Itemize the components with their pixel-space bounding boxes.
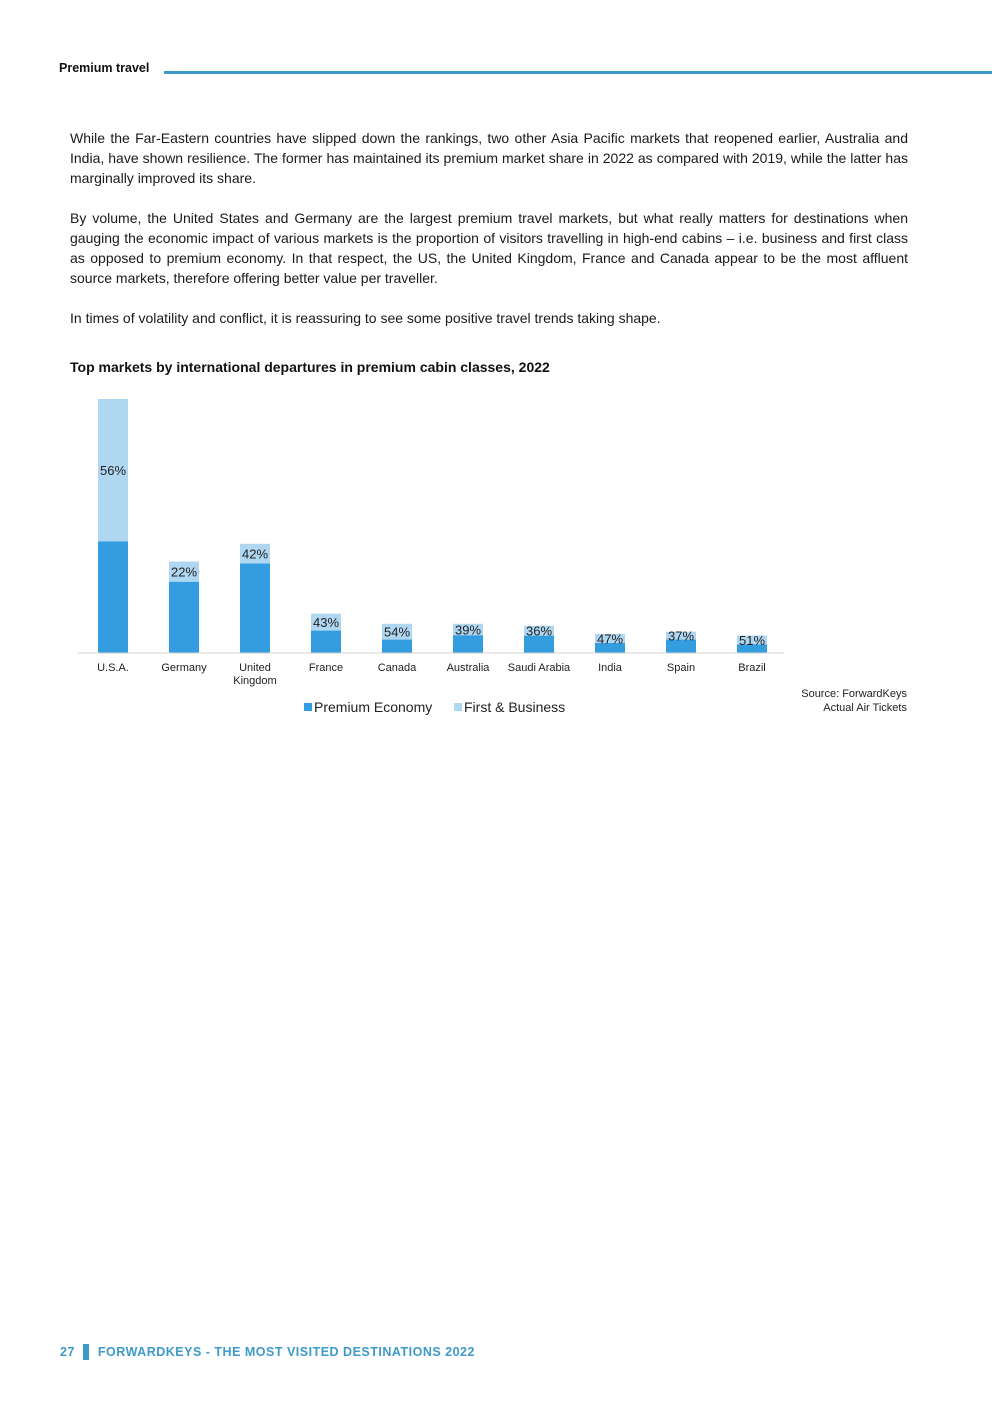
x-tick-label-france: France <box>308 662 344 674</box>
page-footer <box>60 1344 475 1360</box>
data-label-u-s-a: 56% <box>99 463 127 479</box>
page-number: 27 <box>60 1345 75 1359</box>
data-label-india: 47% <box>596 631 624 647</box>
x-tick-label-canada: Canada <box>377 662 417 674</box>
bar-premium-economy-united-kingdom <box>240 563 270 653</box>
x-tick-label-germany: Germany <box>161 662 207 674</box>
bar-premium-economy-germany <box>169 582 199 653</box>
x-tick-label-spain: Spain <box>666 662 696 674</box>
data-label-france: 43% <box>312 615 340 631</box>
paragraph-2: By volume, the United States and Germany are the largest premium travel markets, but what really matters for destinations when gauging the economic impact of various markets is the proportion of visitors travelling in high-end cabins – i.e. business and first class as opposed to premium economy. In that respect, the US, the United Kingdom, France and Canada appear to be the most affluent source markets, therefore offering better value per traveller. <box>70 210 908 286</box>
x-tick-label-united-kingdom-line-2: Kingdom <box>233 675 277 687</box>
source-line-1: Source: ForwardKeys <box>801 688 907 700</box>
legend-label-first-business: First & Business <box>464 699 566 715</box>
legend-swatch-first-business <box>454 703 462 711</box>
section-header: Premium travel <box>59 61 150 75</box>
bar-premium-economy-u-s-a <box>98 541 128 653</box>
x-tick-label-saudi-arabia: Saudi Arabia <box>507 662 571 674</box>
data-label-brazil: 51% <box>738 632 766 648</box>
x-tick-label-u-s-a: U.S.A. <box>97 662 129 674</box>
data-label-spain: 37% <box>667 628 695 644</box>
legend <box>304 699 565 715</box>
footer-divider <box>83 1344 89 1360</box>
x-tick-label-australia: Australia <box>446 662 490 674</box>
bar-premium-economy-canada <box>382 640 412 653</box>
data-label-saudi-arabia: 36% <box>525 623 553 639</box>
source-note <box>801 687 907 715</box>
x-tick-label-brazil: Brazil <box>738 662 766 674</box>
data-label-australia: 39% <box>454 622 482 638</box>
legend-swatch-premium-economy <box>304 703 312 711</box>
bar-premium-economy-australia <box>453 635 483 653</box>
paragraph-1: While the Far-Eastern countries have slipped down the rankings, two other Asia Pacific markets that reopened earlier, Australia and India, have shown resilience. The former has maintained its premium market share in 2022 as compared with 2019, while the latter has marginally improved its share. <box>70 130 908 186</box>
footer-title: FORWARDKEYS - THE MOST VISITED DESTINATIONS 2022 <box>97 1345 475 1359</box>
data-label-canada: 54% <box>383 624 411 640</box>
legend-label-premium-economy: Premium Economy <box>314 699 433 715</box>
paragraph-3: In times of volatility and conflict, it is reassuring to see some positive travel trends taking shape. <box>70 310 661 326</box>
data-label-germany: 22% <box>170 564 198 580</box>
source-line-2: Actual Air Tickets <box>823 702 907 714</box>
data-label-united-kingdom: 42% <box>241 546 269 562</box>
x-tick-label-india: India <box>598 662 622 674</box>
x-tick-label-united-kingdom-line-1: United <box>239 662 271 674</box>
bar-premium-economy-france <box>311 631 341 653</box>
chart-title: Top markets by international departures in premium cabin classes, 2022 <box>70 359 550 375</box>
